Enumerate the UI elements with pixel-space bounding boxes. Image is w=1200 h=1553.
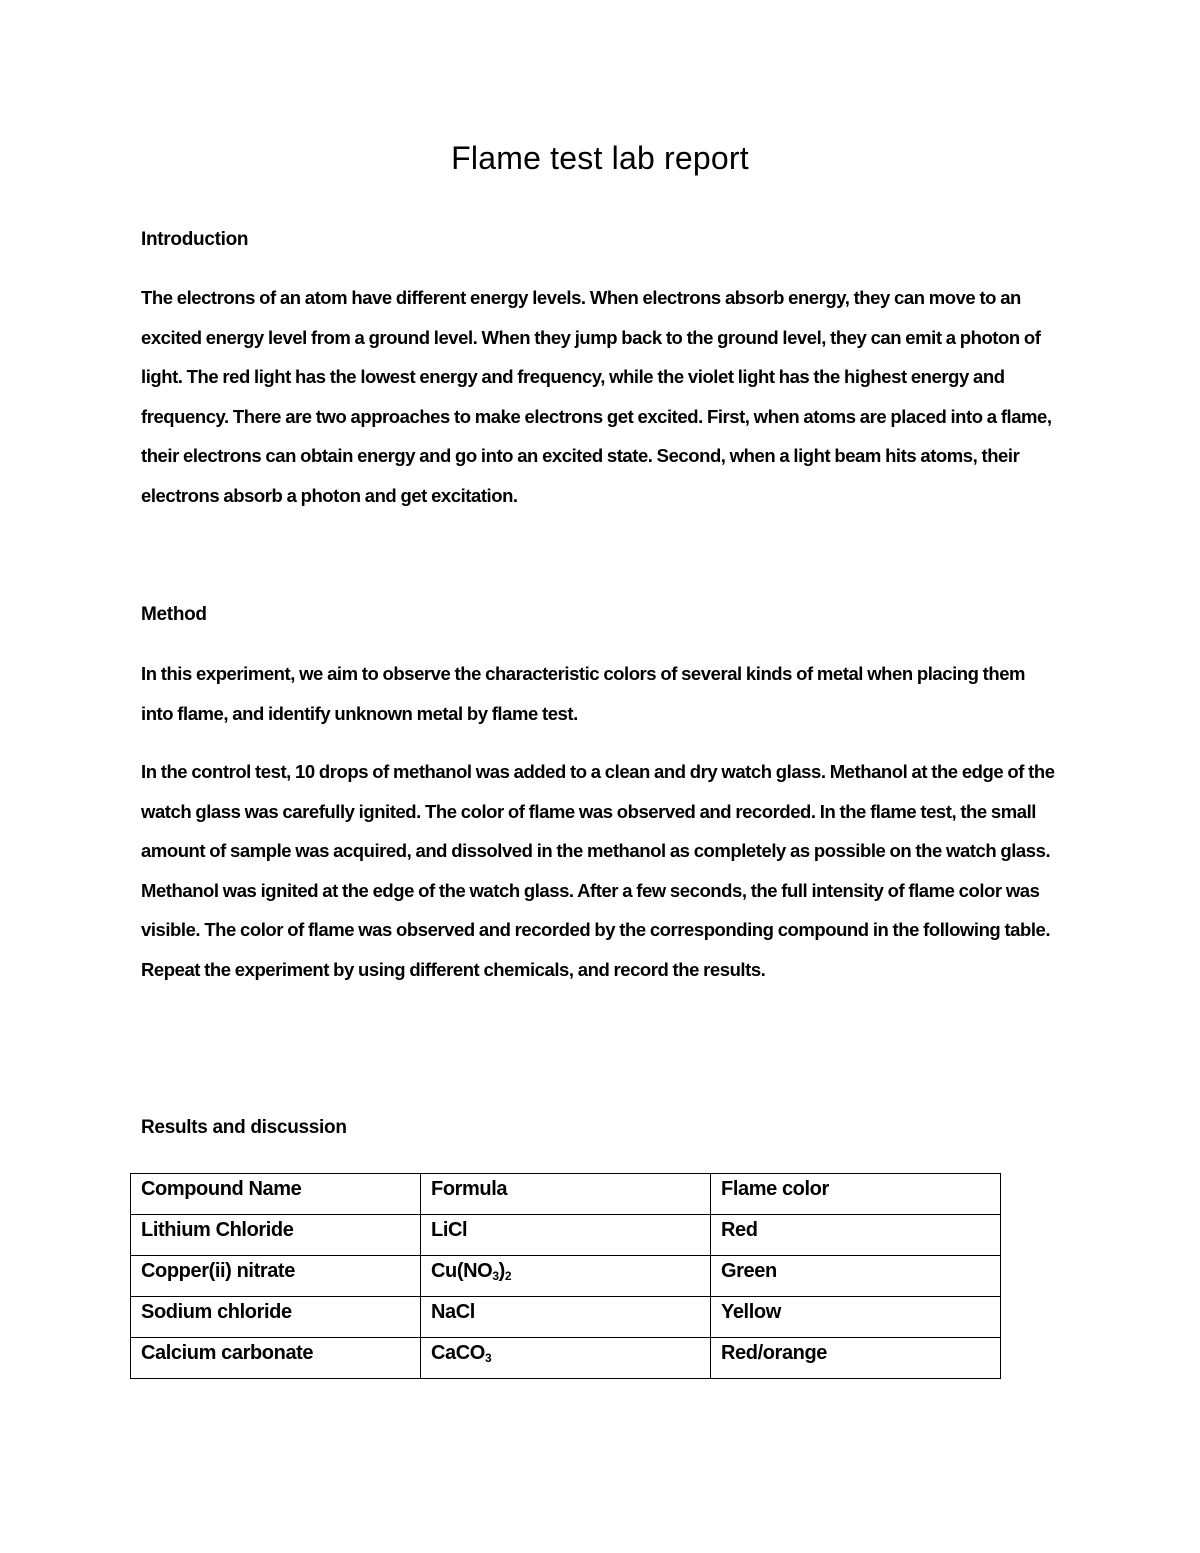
formula-base: CaCO <box>431 1342 485 1364</box>
introduction-paragraph: The electrons of an atom have different energy levels. When electrons absorb energy, they can move to an excited energy level from a ground level. When they jump back to the ground level, they can emit a photon of light. The red light has the lowest energy and frequency, while the violet light has the highest energy and frequency. There are two approaches to make electrons get excited. First, when atoms are placed into a flame, their electrons can obtain energy and go into an excited state. Second, when a light beam hits atoms, their electrons absorb a photon and get excitation. <box>141 287 1052 506</box>
formula-cell <box>421 1297 711 1338</box>
method-paragraph-2: In the control test, 10 drops of methanol was added to a clean and dry watch glass. Methanol at the edge of the watch glass was carefully ignited. The color of flame was observed and recorded. In the flame test, the small amount of sample was acquired, and dissolved in the methanol as completely as possible on the watch glass. Methanol was ignited at the edge of the watch glass. After a few seconds, the full intensity of flame color was visible. The color of flame was observed and recorded by the corresponding compound in the following table. Repeat the experiment by using different chemicals, and record the results. <box>141 761 1055 980</box>
table-header-row <box>131 1174 1001 1215</box>
table-header-cell: Formula <box>421 1174 711 1215</box>
formula-base: LiCl <box>431 1219 468 1241</box>
compound-name-cell: Sodium chloride <box>131 1297 421 1338</box>
compound-name-cell: Lithium Chloride <box>131 1215 421 1256</box>
table-row <box>131 1256 1001 1297</box>
method-paragraph-1: In this experiment, we aim to observe the characteristic colors of several kinds of metal when placing them into flame, and identify unknown metal by flame test. <box>141 663 1026 724</box>
formula-base: NaCl <box>431 1301 475 1323</box>
table-header-cell: Compound Name <box>131 1174 421 1215</box>
results-heading: Results and discussion <box>141 1117 347 1138</box>
formula-cell <box>421 1256 711 1297</box>
formula-subscript: 3 <box>484 1351 492 1365</box>
flame-color-cell: Green <box>711 1256 1001 1297</box>
results-table <box>130 1173 1001 1379</box>
formula-base: Cu(NO <box>431 1260 493 1282</box>
formula-subscript: 3 <box>492 1269 499 1283</box>
method-heading: Method <box>141 604 207 625</box>
formula-cell <box>421 1215 711 1256</box>
compound-name-cell: Copper(ii) nitrate <box>131 1256 421 1297</box>
formula-cell <box>421 1338 711 1379</box>
table-row <box>131 1338 1001 1379</box>
flame-color-cell: Yellow <box>711 1297 1001 1338</box>
introduction-heading: Introduction <box>141 229 249 250</box>
flame-color-cell: Red <box>711 1215 1001 1256</box>
document-title: Flame test lab report <box>451 140 749 176</box>
flame-color-cell: Red/orange <box>711 1338 1001 1379</box>
table-row <box>131 1297 1001 1338</box>
table-header-cell: Flame color <box>711 1174 1001 1215</box>
compound-name-cell: Calcium carbonate <box>131 1338 421 1379</box>
table-row <box>131 1215 1001 1256</box>
formula-tail: ) <box>498 1260 505 1282</box>
formula-subscript-2: 2 <box>504 1269 512 1283</box>
